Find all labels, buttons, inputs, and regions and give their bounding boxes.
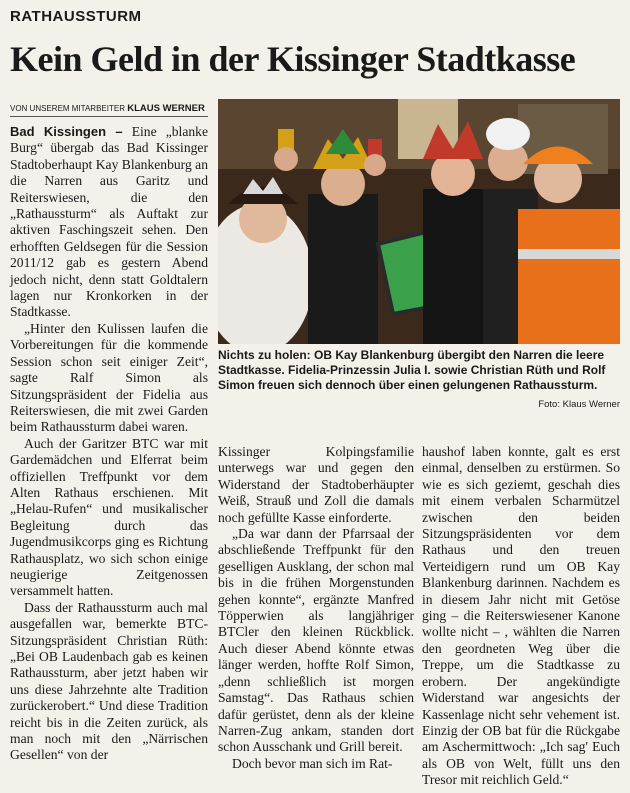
- column-3: [422, 444, 620, 789]
- photo-credit: Foto: Klaus Werner: [538, 399, 620, 410]
- paragraph: haushof laben konnte, galt es erst einmal, denselben zu erstürmen. So wie es sich geziemt, geschah dies mit einem verbalen Scharmützel zwischen den beiden Sitzungspräsidenten vor dem Rathaus und den treuen Verteidigern rund um OB Kay Blankenburg darinnen. Nachdem es in diesem Jahr nicht mit Getöse ging – die Reiterswiesener Kanone wollte nicht – , wählten die Narren den geordneten Weg über die Treppe, um die Stadtkasse zu erobern. Der angekündigte Widerstand war angesichts der Kassenlage nicht sehr vehement ist. Einzig der OB bat für die Rückgabe am Aschermittwoch: „Ich sag' Euch als OB von Welt, füllt uns den Tresor mit reichlich Geld.“: [422, 444, 620, 788]
- paragraph: „Hinter den Kulissen laufen die Vorbereitungen für die kommende Session schon seit einiger Zeit“, sagte Ralf Simon als Sitzungspräsident der Fidelia aus Reiterswiesen, die mit zwei Garden beim Rathaussturm dabei waren.: [10, 320, 208, 435]
- paragraph: „Da war dann der Pfarrsaal der abschließende Treffpunkt für den geselligen Ausklang, der schon mal bis in die frühen Morgenstunden gehen konnte“, ergänzte Manfred Töpperwien als langjähriger BTCler den kleinen Rückblick. Auch dieser Abend könnte etwas länger werden, hoffte Rolf Simon, „denn schließlich ist morgen Samstag“. Das Rathaus schien dafür gerüstet, denn als der kleine Narren-Zug ankam, standen dort schon Ausschank und Grill bereit.: [218, 526, 414, 755]
- photo-caption: Nichts zu holen: OB Kay Blankenburg übergibt den Narren die leere Stadtkasse. Fidelia-Prinzessin Julia I. sowie Christian Rüth und Rolf Simon freuen sich dennoch über einen gelungenen Rathaussturm.: [218, 348, 606, 392]
- paragraph: Bad Kissingen – Eine „blanke Burg“ übergab das Bad Kissinger Stadtoberhaupt Kay Blankenburg an die Narren aus Garitz und Reiterswiesen, die den „Rathaussturm“ als Auftakt zur aktiven Faschingszeit sehen. Den erhofften Geldsegen für die Session 2011/12 gab es gestern Abend jedoch nicht, denn statt Goldtalern lagen nur Kronkorken in der Stadtkasse.: [10, 124, 208, 320]
- paragraph: Auch der Garitzer BTC war mit Gardemädchen und Elferrat beim offiziellen Treffpunkt vor dem Alten Rathaus erschienen. Mit „Helau-Rufen“ und musikalischer Begleitung durch das Jugendmusikcorps ging es Richtung Rathausplatz, wo sich schon einige neugierige Zeitgenossen versammelt hatten.: [10, 435, 208, 599]
- paragraph: Dass der Rathaussturm auch mal ausgefallen war, bemerkte BTC-Sitzungspräsident Christian Rüth: „Bei OB Laudenbach gab es keinen Rathaussturm, aber jetzt haben wir uns diese Jahrzehnte alte Tradition zurückerobert.“ Und diese Tradition reicht bis in die Zeiten zurück, als man noch mit den „Närrischen Gesellen“ von der: [10, 599, 208, 763]
- headline: Kein Geld in der Kissinger Stadtkasse: [10, 39, 576, 79]
- byline: [10, 103, 208, 117]
- paragraph: Doch bevor man sich im Rat-: [232, 755, 393, 771]
- byline-prefix: VON UNSEREM MITARBEITER: [10, 104, 125, 113]
- dateline: Bad Kissingen –: [10, 124, 123, 139]
- section-kicker: RATHAUSSTURM: [10, 8, 142, 25]
- column-2: [218, 444, 414, 772]
- paragraph: Kissinger Kolpingsfamilie unterwegs war und gegen den Widerstand der Stadtoberhäupter Weiß, Strauß und Zoll die damals noch gefüllte Kasse einforderte.: [218, 444, 414, 525]
- byline-author: KLAUS WERNER: [127, 103, 205, 114]
- article-photo: [218, 99, 620, 344]
- column-1: [10, 124, 208, 764]
